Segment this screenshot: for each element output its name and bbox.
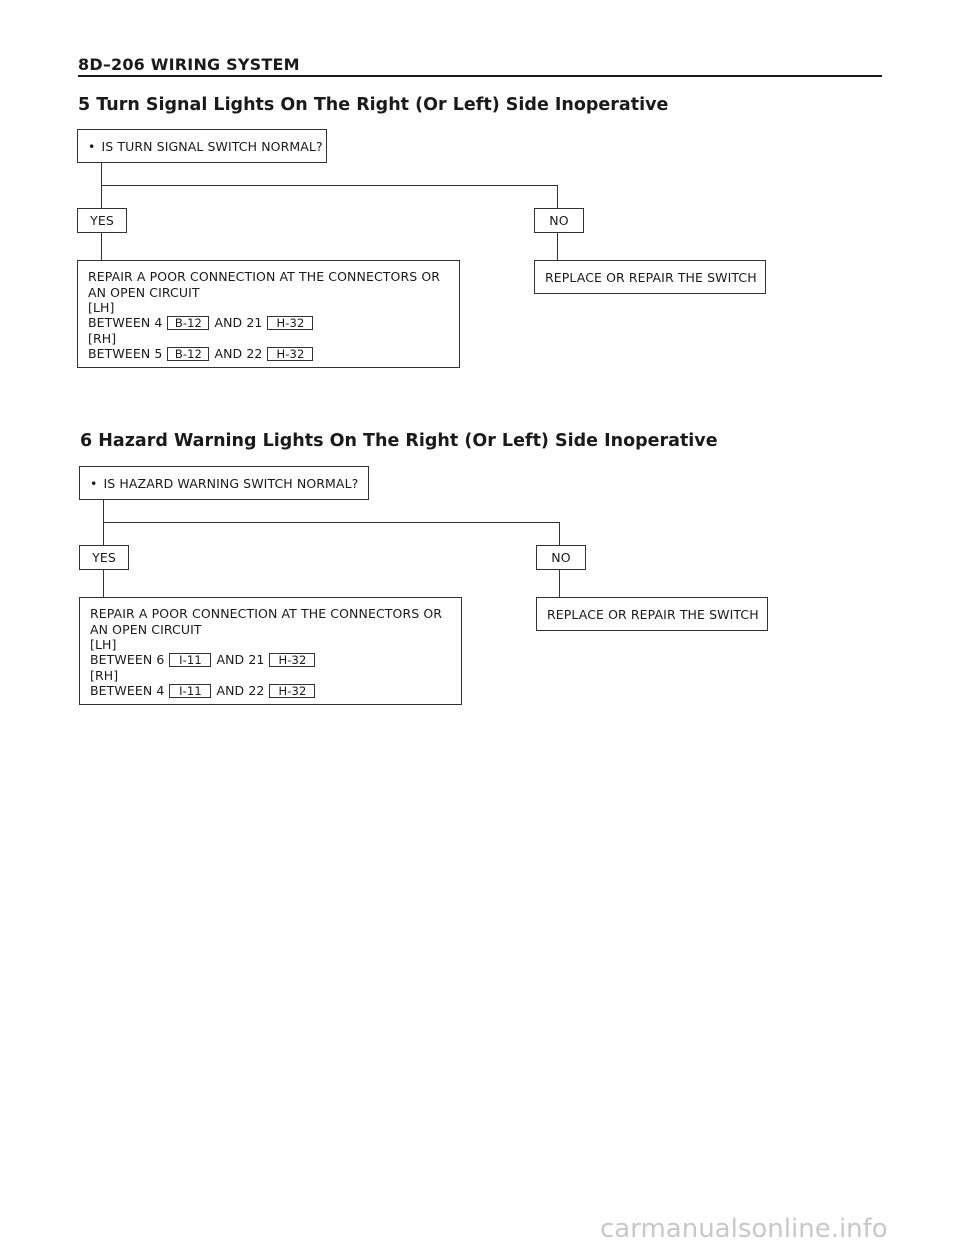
connector-tag: I-11 xyxy=(169,653,211,667)
connector-line xyxy=(559,570,560,597)
connector-tag: I-11 xyxy=(169,684,211,698)
no-label: NO xyxy=(551,550,571,565)
connector-line xyxy=(101,233,102,260)
and-text: AND 21 xyxy=(216,652,265,668)
yes-label: YES xyxy=(90,213,114,228)
between-text: BETWEEN 4 xyxy=(90,683,165,699)
bullet-icon: • xyxy=(88,138,96,154)
page-header: 8D–206 WIRING SYSTEM xyxy=(78,55,300,74)
repair-line: REPAIR A POOR CONNECTION AT THE CONNECTORS OR xyxy=(90,606,443,622)
yes-label: YES xyxy=(92,550,116,565)
rh-label: [RH] xyxy=(88,330,117,346)
section-5-yes-box xyxy=(77,208,127,233)
between-text: BETWEEN 6 xyxy=(90,652,165,668)
section-6-no-box xyxy=(536,545,586,570)
connector-tag: H-32 xyxy=(267,347,313,361)
no-action-text: REPLACE OR REPAIR THE SWITCH xyxy=(545,269,757,285)
section-5-question: IS TURN SIGNAL SWITCH NORMAL? xyxy=(101,138,323,154)
section-5-no-box xyxy=(534,208,584,233)
rh-label: [RH] xyxy=(90,667,119,683)
between-text: BETWEEN 4 xyxy=(88,315,163,331)
connector-tag: B-12 xyxy=(167,316,209,330)
section-6-yes-box xyxy=(79,545,129,570)
connector-tag: H-32 xyxy=(267,316,313,330)
connector-line xyxy=(557,233,558,260)
between-text: BETWEEN 5 xyxy=(88,346,163,362)
section-5-repair-box xyxy=(77,260,460,368)
no-action-text: REPLACE OR REPAIR THE SWITCH xyxy=(547,606,759,622)
section-5-question-box xyxy=(77,129,327,163)
connector-line xyxy=(103,570,104,597)
no-label: NO xyxy=(549,213,569,228)
connector-tag: H-32 xyxy=(269,653,315,667)
section-6-no-action-box xyxy=(536,597,768,631)
repair-line: AN OPEN CIRCUIT xyxy=(90,621,202,637)
section-6-repair-box xyxy=(79,597,462,705)
lh-label: [LH] xyxy=(88,299,115,315)
section-6-question: IS HAZARD WARNING SWITCH NORMAL? xyxy=(103,475,359,491)
connector-tag: H-32 xyxy=(269,684,315,698)
connector-line xyxy=(103,522,559,523)
section-5-title: 5 Turn Signal Lights On The Right (Or Left) Side Inoperative xyxy=(78,95,669,115)
header-rule xyxy=(78,75,882,77)
section-5-no-action-box xyxy=(534,260,766,294)
lh-label: [LH] xyxy=(90,636,117,652)
connector-line xyxy=(559,522,560,545)
connector-tag: B-12 xyxy=(167,347,209,361)
and-text: AND 22 xyxy=(216,683,265,699)
bullet-icon: • xyxy=(90,475,98,491)
connector-line xyxy=(557,185,558,208)
and-text: AND 22 xyxy=(214,346,263,362)
and-text: AND 21 xyxy=(214,315,263,331)
connector-line xyxy=(101,185,557,186)
repair-line: REPAIR A POOR CONNECTION AT THE CONNECTORS OR xyxy=(88,269,441,285)
watermark: carmanualsonline.info xyxy=(600,1214,888,1244)
repair-line: AN OPEN CIRCUIT xyxy=(88,284,200,300)
section-6-title: 6 Hazard Warning Lights On The Right (Or Left) Side Inoperative xyxy=(80,431,718,451)
section-6-question-box xyxy=(79,466,369,500)
